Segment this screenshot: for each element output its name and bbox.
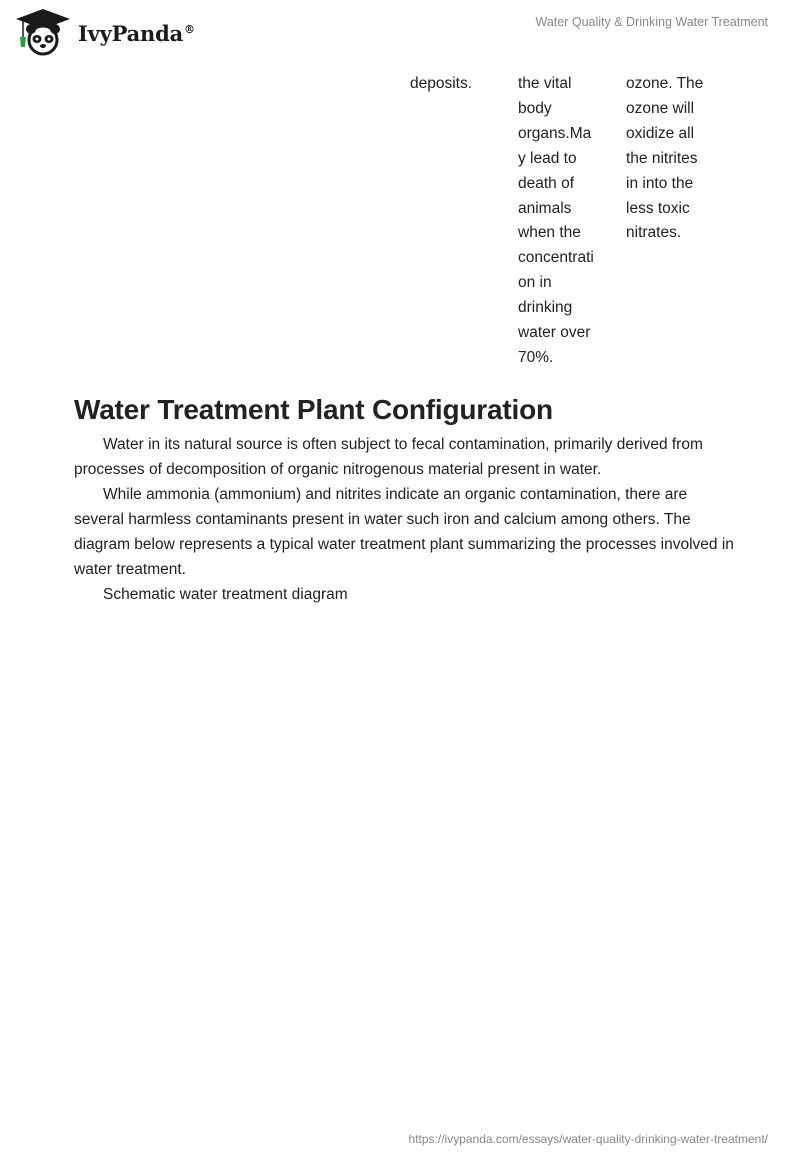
table-cell: the vital body organs.Ma y lead to death of animals when the concentrati on in drinking water over 70%. <box>518 75 594 366</box>
source-url[interactable]: https://ivypanda.com/essays/water-quality-drinking-water-treatment/ <box>408 1132 768 1146</box>
paragraph: While ammonia (ammonium) and nitrites indicate an organic contamination, there are several harmless contaminants present in water such iron and calcium among others. The diagram below represents a typical water treatment plant summarizing the processes involved in water treatment. <box>74 486 734 578</box>
document-title: Water Quality & Drinking Water Treatment <box>535 15 768 29</box>
section-heading: Water Treatment Plant Configuration <box>74 394 553 425</box>
table-cell: ozone. The ozone will oxidize all the nitrites in into the less toxic nitrates. <box>626 75 704 242</box>
panda-logo-icon <box>14 7 72 57</box>
figure-caption: Schematic water treatment diagram <box>103 586 348 603</box>
page-header <box>0 0 800 60</box>
main-content <box>74 388 734 607</box>
ivypanda-logo[interactable] <box>14 7 195 57</box>
paragraph: Water in its natural source is often subject to fecal contamination, primarily derived from processes of decomposition of organic nitrogenous material present in water. <box>74 436 703 478</box>
logo-wordmark: IvyPanda® <box>78 20 195 46</box>
table-cell: deposits. <box>410 75 473 92</box>
